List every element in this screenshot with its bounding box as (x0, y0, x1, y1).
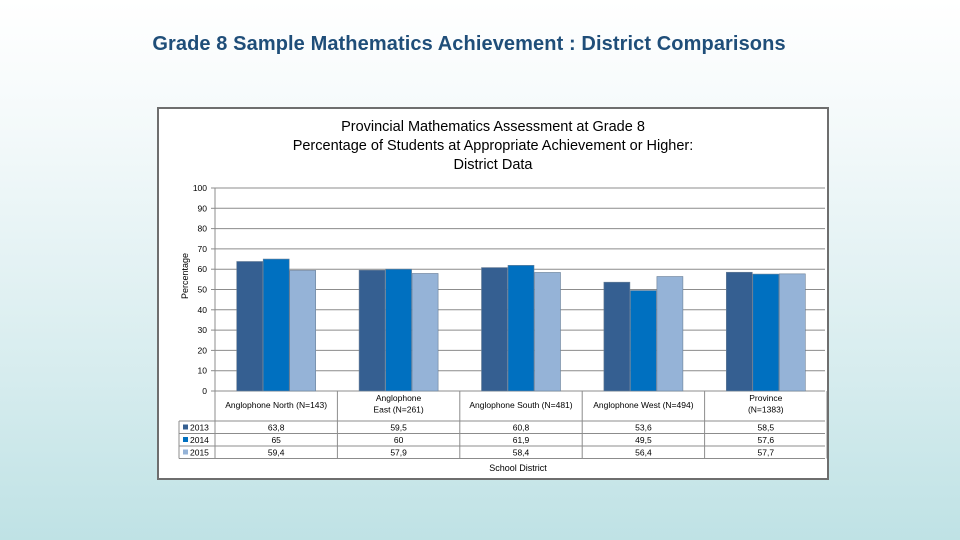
bar-2013 (604, 282, 630, 391)
category-label: Anglophone West (N=494) (593, 400, 694, 410)
data-label: 60,8 (512, 422, 530, 433)
bar-2014 (508, 265, 534, 391)
y-tick-label: 20 (197, 345, 207, 356)
data-label: 56,4 (635, 447, 652, 458)
y-axis-label: Percentage (180, 252, 190, 300)
data-label: 57,7 (757, 447, 775, 458)
data-label: 57,9 (390, 447, 407, 458)
bar-2013 (482, 268, 508, 391)
bar-2015 (290, 270, 316, 391)
bar-2015 (412, 273, 438, 391)
data-label: 49,5 (635, 435, 652, 445)
bar-2015 (779, 274, 805, 391)
y-tick-label: 70 (197, 243, 207, 254)
bar-2015 (657, 277, 683, 391)
legend-swatch-2013 (183, 425, 188, 430)
x-axis-label: School District (489, 463, 547, 473)
y-tick-label: 100 (192, 183, 207, 193)
chart-frame (157, 107, 829, 480)
y-tick-label: 10 (197, 365, 207, 376)
bars (237, 259, 806, 391)
y-tick-label: 30 (197, 325, 207, 336)
bar-2015 (535, 272, 561, 391)
y-tick-label: 80 (197, 223, 207, 234)
slide-title: Grade 8 Sample Mathematics Achievement : District Comparisons (152, 33, 786, 55)
category-label: Anglophone East (N=261) (373, 393, 424, 415)
y-tick-label: 90 (197, 203, 207, 214)
chart-title: Provincial Mathematics Assessment at Grade 8 Percentage of Students at Appropriate Achievement or Higher: District Data (292, 119, 694, 173)
data-label: 60 (393, 435, 404, 445)
data-label: 65 (271, 435, 281, 445)
y-tick-label: 0 (202, 386, 207, 396)
bar-2014 (263, 259, 289, 391)
y-tick-label: 40 (197, 304, 207, 315)
bar-2014 (630, 291, 656, 391)
data-label: 59,4 (267, 447, 285, 458)
bar-2013 (726, 272, 752, 391)
legend-swatch-2015 (183, 450, 188, 455)
bar-2014 (753, 274, 779, 391)
legend-label: 2015 (190, 447, 209, 458)
bar-2013 (359, 270, 385, 391)
bar-chart (159, 109, 827, 478)
data-label: 61,9 (512, 435, 530, 445)
data-label: 59,5 (390, 422, 407, 433)
data-label: 58,4 (512, 447, 530, 458)
category-label: Province (N=1383) (747, 393, 784, 415)
legend-label: 2014 (190, 435, 209, 445)
y-tick-labels (193, 183, 207, 396)
data-label: 63,8 (267, 422, 285, 433)
y-tick-label: 60 (197, 264, 207, 275)
bar-2013 (237, 261, 263, 391)
category-label: Anglophone North (N=143) (225, 400, 328, 410)
legend-swatch-2014 (183, 437, 188, 442)
category-label: Anglophone South (N=481) (469, 400, 573, 410)
y-tick-label: 50 (197, 284, 207, 295)
data-table (179, 391, 827, 459)
data-label: 57,6 (757, 435, 775, 445)
data-label: 53,6 (635, 422, 652, 433)
data-label: 58,5 (757, 422, 775, 433)
bar-2014 (386, 269, 412, 391)
legend-label: 2013 (190, 422, 209, 433)
